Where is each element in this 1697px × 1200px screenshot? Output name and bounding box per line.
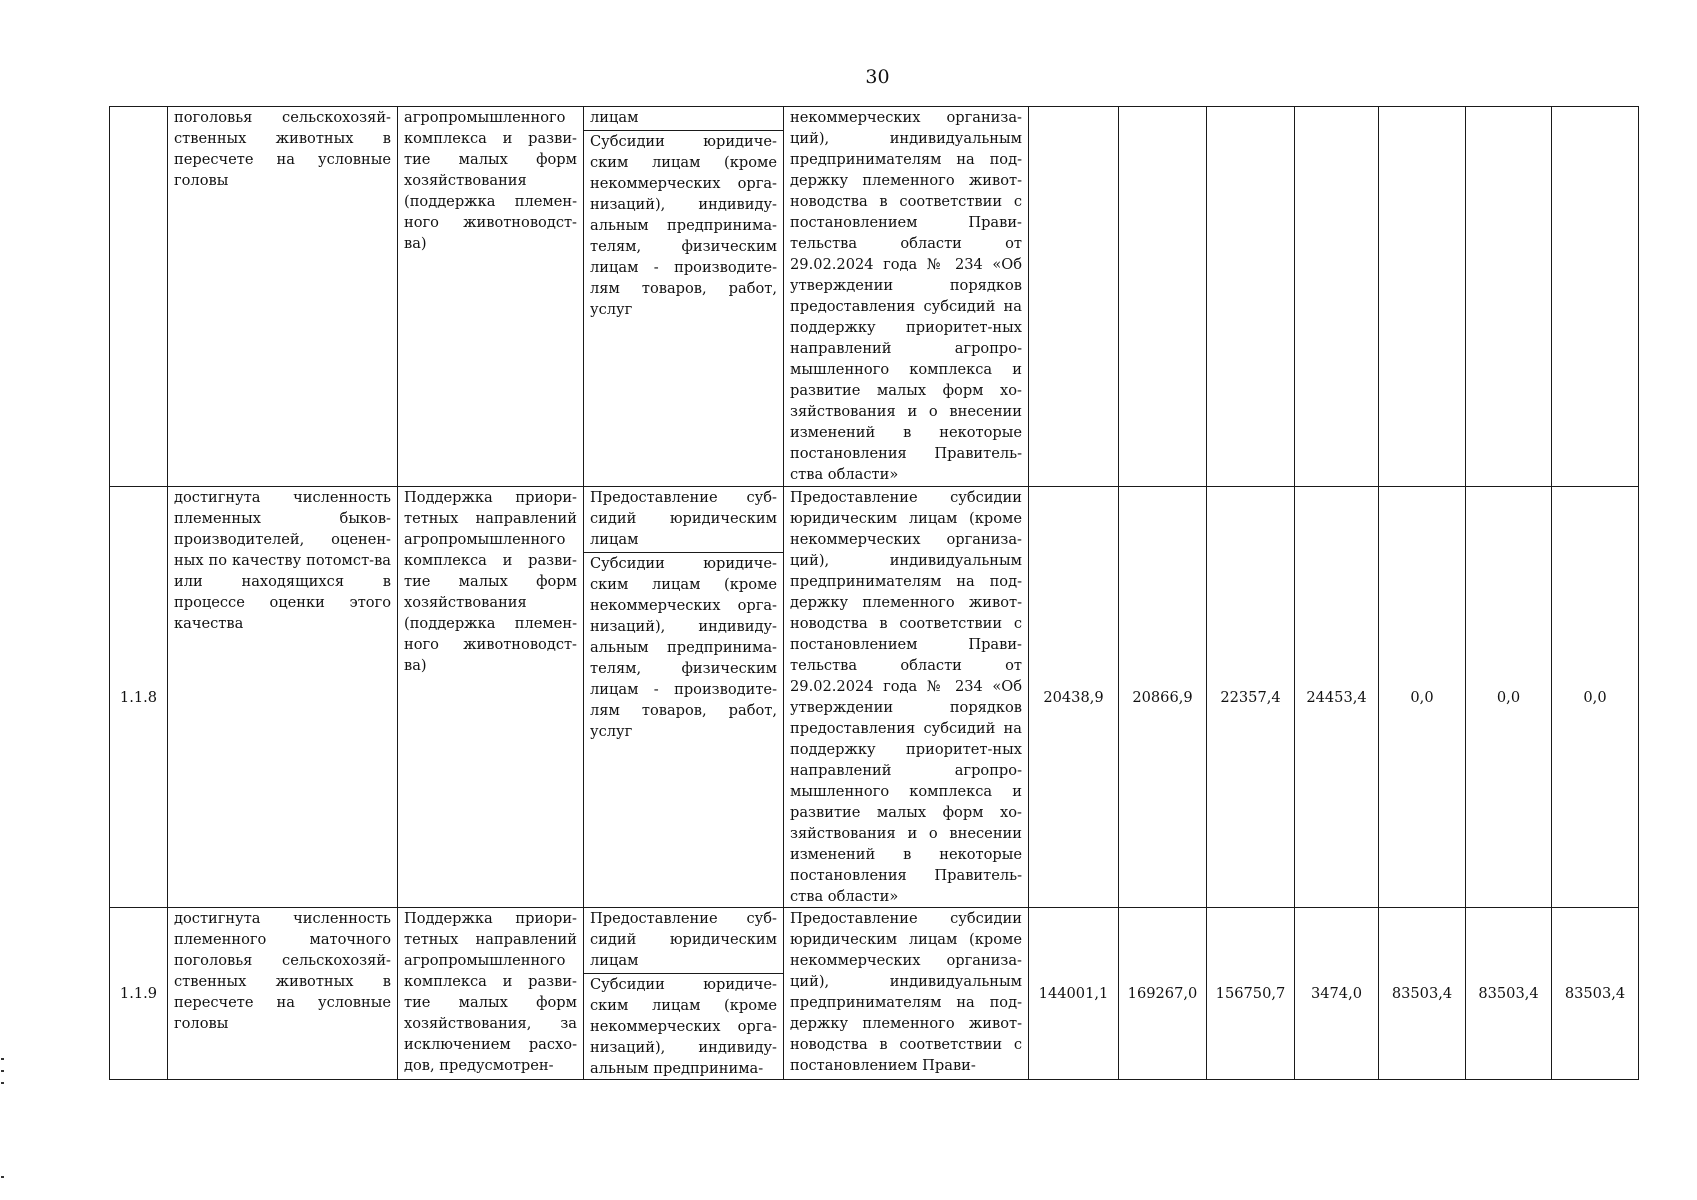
description-cell: Предоставление субсидии юридическим лицам (кроме некоммерческих организа-ций), индивидуальным предпринимателям на под-держку племенного живот-новодства в соответствии с постановлением Прави- (784, 908, 1029, 1080)
row-id (110, 107, 168, 487)
value-cell (1207, 107, 1295, 487)
indicator-cell: поголовья сельскохозяй-ственных животных в пересчете на условные головы (168, 107, 398, 487)
measure-top: Предоставление суб-сидий юридическим лицам (590, 910, 777, 969)
scan-mark (1, 1058, 4, 1060)
value-cell: 156750,7 (1207, 908, 1295, 1080)
direction-cell: агропромышленного комплекса и разви-тие малых форм хозяйствования (поддержка племен-ного животноводст-ва) (398, 107, 584, 487)
value-cell: 20866,9 (1119, 487, 1207, 908)
value-cell (1552, 107, 1639, 487)
indicator-cell: достигнута численность племенного маточного поголовья сельскохозяй-ственных животных в пересчете на условные головы (168, 908, 398, 1080)
measure-cell (584, 487, 784, 908)
direction-cell: Поддержка приори-тетных направлений агропромышленного комплекса и разви-тие малых форм хозяйствования (поддержка племен-ного животноводст-ва) (398, 487, 584, 908)
scan-mark (1, 1082, 4, 1084)
row-id: 1.1.8 (110, 487, 168, 908)
value-cell: 144001,1 (1029, 908, 1119, 1080)
direction-cell: Поддержка приори-тетных направлений агропромышленного комплекса и разви-тие малых форм хозяйствования, за исключением расхо-дов, предусмотрен- (398, 908, 584, 1080)
table-row (110, 487, 1639, 908)
measure-top: Предоставление суб-сидий юридическим лицам (590, 489, 777, 548)
value-cell (1295, 107, 1379, 487)
value-cell (1119, 107, 1207, 487)
scan-mark (1, 1176, 4, 1178)
measure-cell (584, 107, 784, 487)
value-cell (1379, 107, 1466, 487)
value-cell: 169267,0 (1119, 908, 1207, 1080)
indicator-cell: достигнута численность племенных быков-производителей, оценен-ных по качеству потомст-ва или находящихся в процессе оценки этого качества (168, 487, 398, 908)
value-cell (1466, 107, 1552, 487)
value-cell: 22357,4 (1207, 487, 1295, 908)
value-cell: 83503,4 (1552, 908, 1639, 1080)
measure-bottom: Субсидии юридиче-ским лицам (кроме некоммерческих орга-низаций), индивиду-альным предпринима- (584, 973, 783, 1079)
measure-cell (584, 908, 784, 1080)
scan-mark (1, 1070, 4, 1072)
measure-bottom: Субсидии юридиче-ским лицам (кроме некоммерческих орга-низаций), индивиду-альным предпринима-телям, физическим лицам - производите-лям товаров, работ, услуг (584, 552, 783, 742)
value-cell: 0,0 (1379, 487, 1466, 908)
value-cell: 24453,4 (1295, 487, 1379, 908)
value-cell: 3474,0 (1295, 908, 1379, 1080)
value-cell: 0,0 (1552, 487, 1639, 908)
value-cell: 83503,4 (1466, 908, 1552, 1080)
description-cell: Предоставление субсидии юридическим лицам (кроме некоммерческих организа-ций), индивидуальным предпринимателям на под-держку племенного живот-новодства в соответствии с постановлением Прави-тельства области от 29.02.2024 года № 234 «Об утверждении порядков предоставления субсидий на поддержку приоритет-ных направлений агропро-мышленного комплекса и развитие малых форм хо-зяйствования и о внесении изменений в некоторые постановления Правитель-ства области» (784, 487, 1029, 908)
row-id: 1.1.9 (110, 908, 168, 1080)
value-cell: 83503,4 (1379, 908, 1466, 1080)
table-row (110, 908, 1639, 1080)
program-table (109, 106, 1639, 1080)
page-number: 30 (865, 66, 890, 88)
measure-top: лицам (590, 109, 639, 126)
value-cell: 20438,9 (1029, 487, 1119, 908)
description-cell: некоммерческих организа-ций), индивидуальным предпринимателям на под-держку племенного живот-новодства в соответствии с постановлением Прави-тельства области от 29.02.2024 года № 234 «Об утверждении порядков предоставления субсидий на поддержку приоритет-ных направлений агропро-мышленного комплекса и развитие малых форм хо-зяйствования и о внесении изменений в некоторые постановления Правитель-ства области» (784, 107, 1029, 487)
measure-bottom: Субсидии юридиче-ским лицам (кроме некоммерческих орга-низаций), индивиду-альным предпринима-телям, физическим лицам - производите-лям товаров, работ, услуг (584, 130, 783, 320)
value-cell: 0,0 (1466, 487, 1552, 908)
value-cell (1029, 107, 1119, 487)
table-row (110, 107, 1639, 487)
